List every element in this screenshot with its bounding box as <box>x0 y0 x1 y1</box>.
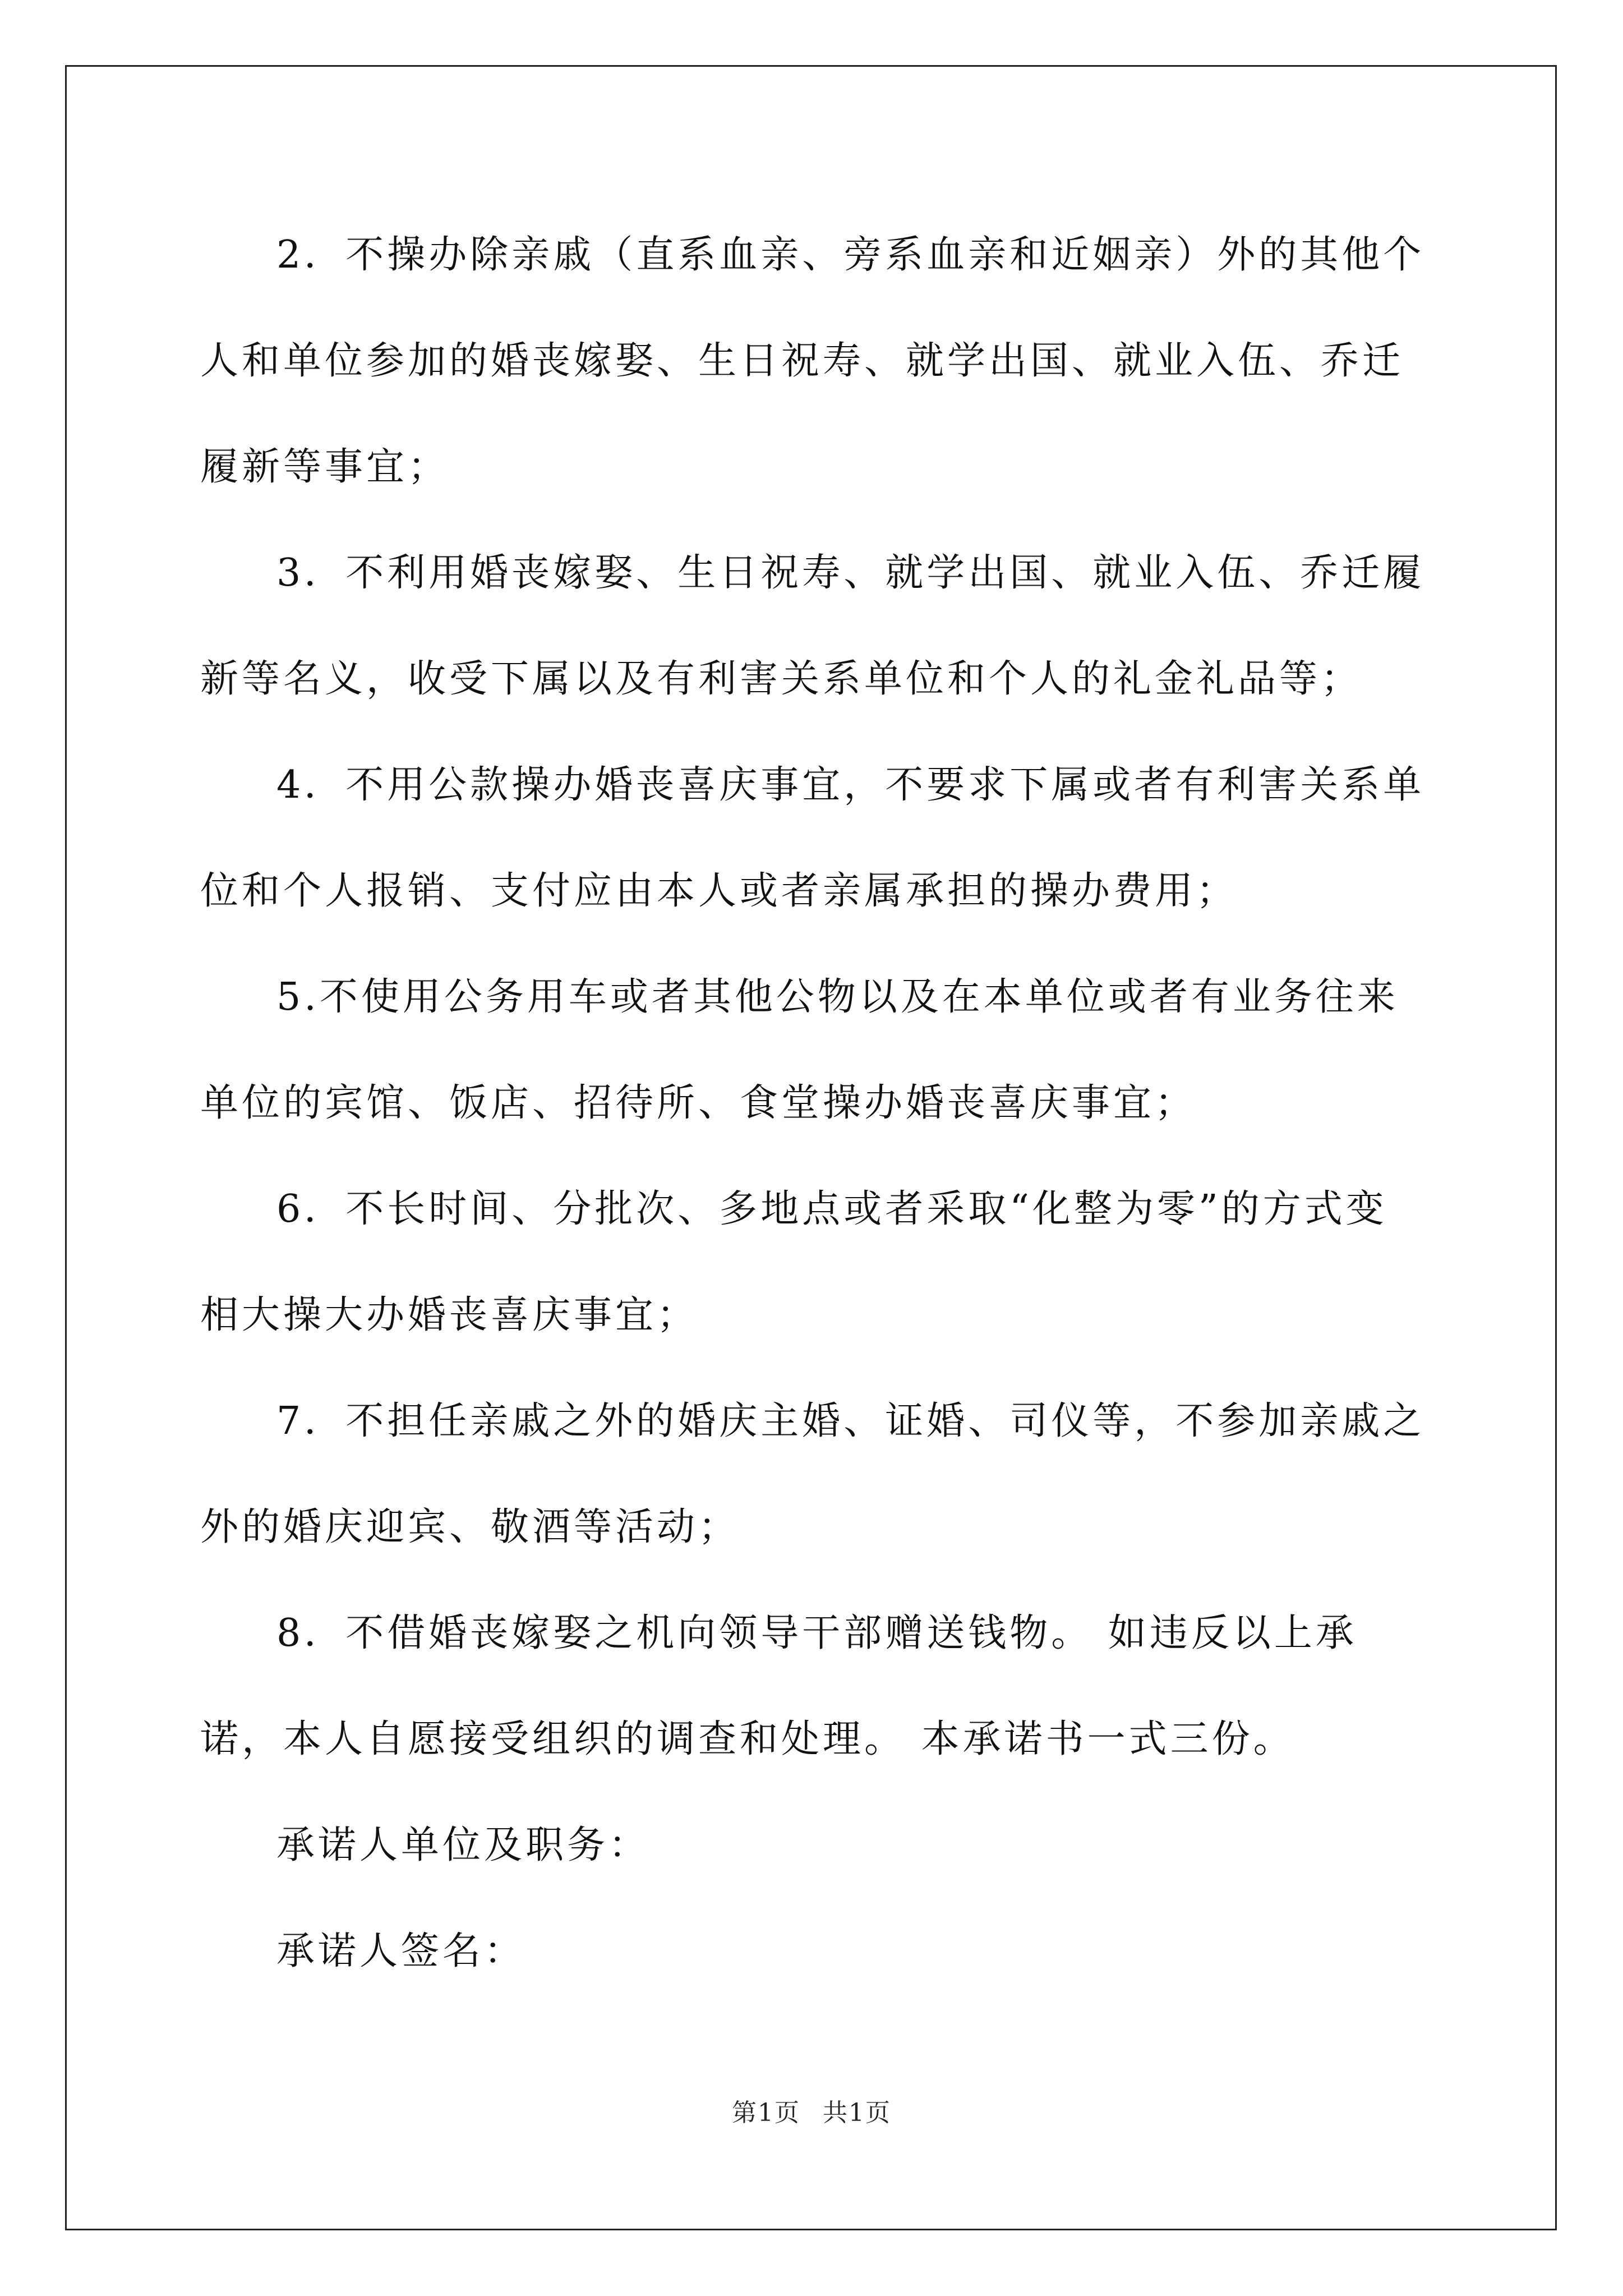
signature-unit-label: 承诺人单位及职务： <box>276 1823 651 1867</box>
pledge-item-8: 8．不借婚丧嫁娶之机向领导干部赠送钱物。 如违反以上承诺，本人自愿接受组织的调查和处理。 本承诺书一式三份。 <box>200 1611 1357 1761</box>
pledge-item-3: 3．不利用婚丧嫁娶、生日祝寿、就学出国、就业入伍、乔迁履新等名义，收受下属以及有利害关系单位和个人的礼金礼品等； <box>200 551 1425 701</box>
pledge-item-5: 5.不使用公务用车或者其他公物以及在本单位或者有业务往来单位的宾馆、饭店、招待所、食堂操办婚丧喜庆事宜； <box>200 975 1399 1125</box>
pledge-item-4: 4．不用公款操办婚丧喜庆事宜，不要求下属或者有利害关系单位和个人报销、支付应由本人或者亲属承担的操办费用； <box>200 763 1425 913</box>
pledge-item-6: 6．不长时间、分批次、多地点或者采取“化整为零”的方式变相大操大办婚丧喜庆事宜； <box>200 1187 1387 1337</box>
page-number-total: 共1页 <box>823 2099 891 2127</box>
document-body <box>200 202 1428 2004</box>
page-number-current: 第1页 <box>732 2099 800 2127</box>
pledge-item-2: 2．不操办除亲戚（直系血亲、旁系血亲和近姻亲）外的其他个人和单位参加的婚丧嫁娶、生日祝寿、就学出国、就业入伍、乔迁履新等事宜； <box>200 233 1425 489</box>
pledge-item-7: 7．不担任亲戚之外的婚庆主婚、证婚、司仪等，不参加亲戚之外的婚庆迎宾、敬酒等活动； <box>200 1399 1425 1549</box>
signature-name-label: 承诺人签名： <box>276 1929 526 1973</box>
page-footer <box>0 2092 1623 2128</box>
